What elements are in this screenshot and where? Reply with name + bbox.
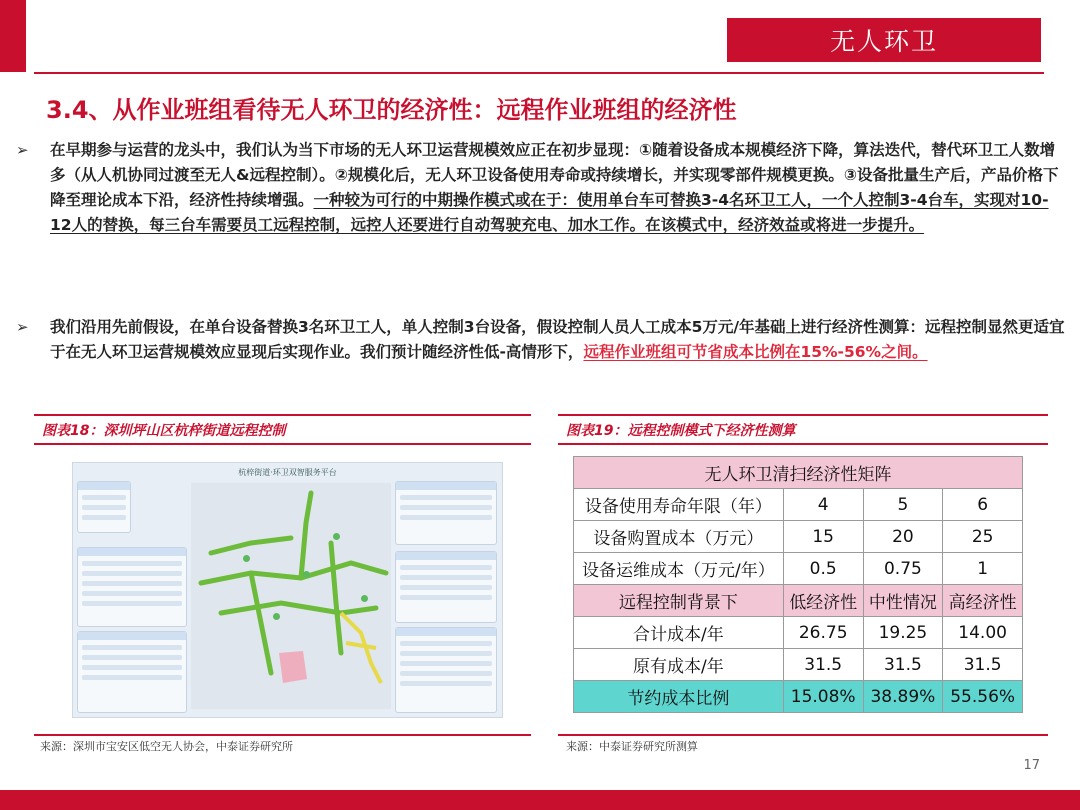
table-row	[574, 649, 1023, 681]
table-cell: 0.5	[783, 553, 863, 585]
table-cell: 31.5	[943, 649, 1023, 681]
table-row	[574, 489, 1023, 521]
row-label: 设备运维成本（万元/年）	[574, 553, 784, 585]
economics-matrix-table	[573, 456, 1023, 713]
table-row	[574, 585, 1023, 617]
table-cell: 1	[943, 553, 1023, 585]
figure18-top-line	[34, 414, 531, 416]
table-cell: 中性情况	[863, 585, 943, 617]
paragraph-1	[50, 138, 1065, 238]
table-cell: 5	[863, 489, 943, 521]
paragraph-2-highlight: 远程作业班组可节省成本比例在15%-56%之间。	[583, 343, 928, 361]
table-cell: 19.25	[863, 617, 943, 649]
table-row	[574, 521, 1023, 553]
vehicle-marker	[273, 613, 280, 620]
table-cell: 31.5	[783, 649, 863, 681]
figure18-source: 来源：深圳市宝安区低空无人协会，中泰证券研究所	[40, 740, 293, 753]
table-caption: 无人环卫清扫经济性矩阵	[574, 457, 1023, 489]
table-cell: 15.08%	[783, 681, 863, 713]
dashboard-panel	[395, 481, 497, 545]
table-cell: 25	[943, 521, 1023, 553]
dashboard-panel	[77, 547, 187, 627]
section-tag: 无人环卫	[727, 18, 1041, 62]
row-label: 设备使用寿命年限（年）	[574, 489, 784, 521]
page-number: 17	[1023, 758, 1040, 773]
table-cell: 4	[783, 489, 863, 521]
bullet-arrow-icon: ➢	[16, 318, 29, 336]
header-divider	[34, 72, 1044, 74]
footer-red-bar	[0, 790, 1080, 810]
table-cell: 6	[943, 489, 1023, 521]
paragraph-1-text: 在早期参与运营的龙头中，我们认为当下市场的无人环卫运营规模效应正在初步显现：①随着设备成本规模经济下降，算法迭代，替代环卫工人数增多（从人机协同过渡至无人&远程控制）。②规模化后，无人环卫设备使用寿命或持续增长，并实现零部件规模更换。③设备批量生产后，产品价格下降至理论成本下沿，经济性持续增强。	[50, 141, 1059, 209]
figure19-top-line	[558, 414, 1048, 416]
table-cell: 26.75	[783, 617, 863, 649]
row-label: 设备购置成本（万元）	[574, 521, 784, 553]
table-cell: 31.5	[863, 649, 943, 681]
dashboard-panel	[395, 551, 497, 623]
paragraph-1-underlined: 一种较为可行的中期操作模式或在于：使用单台车可替换3-4名环卫工人，一个人控制3-4台车，实现对10-12人的替换，每三台车需要员工远程控制，远控人还要进行自动驾驶充电、加水工作。在该模式中，经济效益或将进一步提升。	[50, 191, 1049, 234]
table-caption-row	[574, 457, 1023, 489]
figure18-title: 图表18：深圳坪山区杭梓街道远程控制	[42, 423, 286, 439]
dashboard-panel	[395, 627, 497, 713]
dashboard-title: 杭梓街道·环卫双智服务平台	[238, 468, 337, 477]
table-row	[574, 553, 1023, 585]
figure19-source: 来源：中泰证券研究所测算	[566, 740, 698, 753]
dashboard-screenshot	[72, 462, 503, 718]
table-cell: 20	[863, 521, 943, 553]
table-row	[574, 681, 1023, 713]
table-cell: 0.75	[863, 553, 943, 585]
table-cell: 38.89%	[863, 681, 943, 713]
table-cell: 55.56%	[943, 681, 1023, 713]
vehicle-marker	[243, 555, 250, 562]
figure19-title-line	[558, 443, 1048, 445]
dashboard-panel	[77, 631, 187, 713]
table-row	[574, 617, 1023, 649]
vehicle-marker	[333, 533, 340, 540]
table-cell: 低经济性	[783, 585, 863, 617]
row-label: 原有成本/年	[574, 649, 784, 681]
dashboard-panel	[77, 481, 131, 533]
table-cell: 15	[783, 521, 863, 553]
header-red-block	[0, 0, 26, 72]
page-title: 3.4、从作业班组看待无人环卫的经济性：远程作业班组的经济性	[46, 96, 737, 124]
bullet-arrow-icon: ➢	[16, 141, 29, 159]
paragraph-2	[50, 315, 1065, 365]
figure18-bottom-line	[34, 734, 531, 736]
table-cell: 14.00	[943, 617, 1023, 649]
row-label: 节约成本比例	[574, 681, 784, 713]
vehicle-marker	[303, 571, 310, 578]
figure19-bottom-line	[558, 734, 1048, 736]
table-cell: 高经济性	[943, 585, 1023, 617]
paragraph-2-text: 我们沿用先前假设，在单台设备替换3名环卫工人，单人控制3台设备，假设控制人员人工成本5万元/年基础上进行经济性测算：远程控制显然更适宜于在无人环卫运营规模效应显现后实现作业。我们预计随经济性低-高情形下，	[50, 318, 1065, 361]
row-label: 合计成本/年	[574, 617, 784, 649]
figure18-title-line	[34, 443, 531, 445]
row-label: 远程控制背景下	[574, 585, 784, 617]
vehicle-marker	[361, 595, 368, 602]
figure19-title: 图表19：远程控制模式下经济性测算	[566, 423, 796, 439]
